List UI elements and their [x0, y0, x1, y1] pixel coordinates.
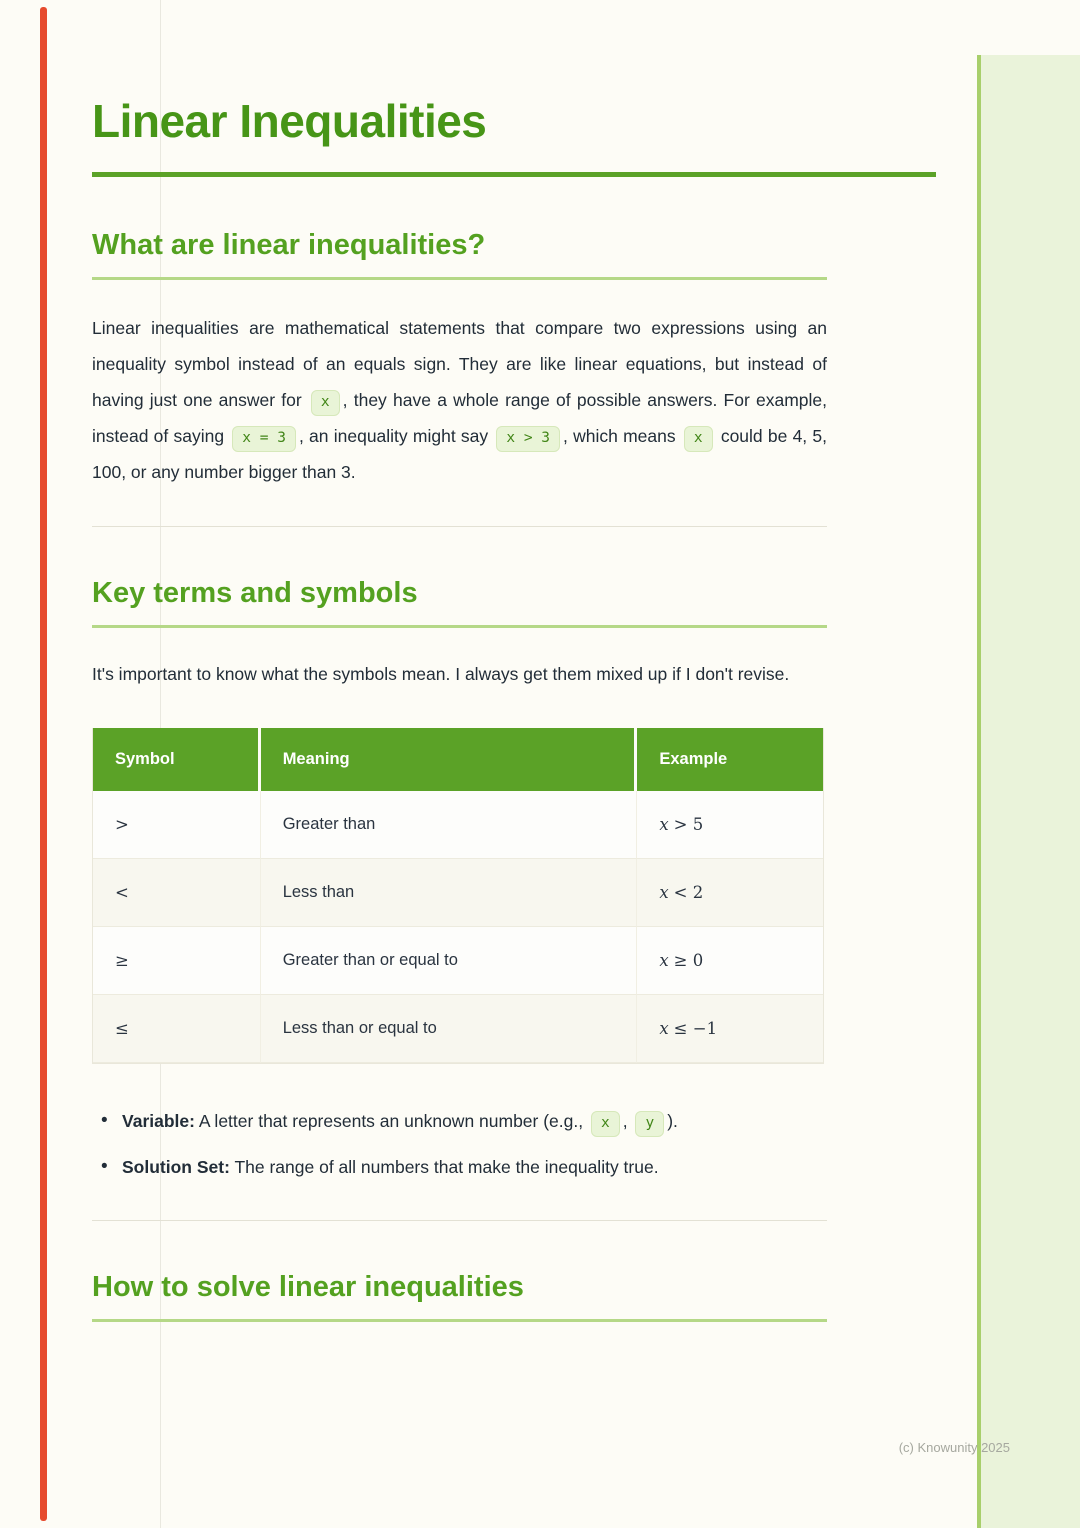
title-underline-rule [92, 172, 936, 177]
cell-symbol: ≤ [93, 995, 261, 1063]
paragraph-text: , they have a whole range of possible answers. For example, instead of saying [92, 390, 827, 446]
math-expression: ≤ −1 [673, 1019, 718, 1038]
math-expression: > 5 [673, 815, 704, 834]
table-row [93, 927, 823, 995]
section-what-are-linear-inequalities [92, 227, 936, 490]
code-chip-x-greater-3: x > 3 [496, 426, 560, 452]
notebook-margin-stripe [40, 7, 47, 1521]
math-variable: x [659, 951, 669, 970]
cell-symbol: > [93, 791, 261, 859]
table-row [93, 791, 823, 859]
code-chip-x: x [311, 390, 340, 416]
section-divider [92, 526, 827, 527]
term-text: A letter that represents an unknown number (e.g., [194, 1111, 588, 1131]
list-item-solution-set [92, 1150, 852, 1184]
column-header-symbol: Symbol [93, 728, 261, 791]
footer-copyright: (c) Knowunity 2025 [898, 1440, 1010, 1455]
code-chip-y: y [635, 1111, 664, 1137]
term-separator: , [622, 1111, 633, 1131]
page-title: Linear Inequalities [92, 95, 487, 147]
cell-example [637, 791, 823, 859]
cell-meaning: Less than [261, 859, 638, 927]
cell-example [637, 859, 823, 927]
section-key-terms [92, 575, 936, 1184]
paragraph-text: , an inequality might say [298, 426, 494, 446]
math-expression: ≥ 0 [673, 951, 704, 970]
key-terms-paragraph: It's important to know what the symbols mean. I always get them mixed up if I don't revise. [92, 664, 790, 684]
term-label: Solution Set: [122, 1157, 230, 1177]
table-row [93, 995, 823, 1063]
page-content [92, 0, 936, 1322]
paragraph-text: could be 4, 5, 100, or any number bigger than 3. [92, 426, 827, 482]
section-how-to-solve [92, 1269, 936, 1322]
code-chip-x3: x [591, 1111, 620, 1137]
code-chip-x-equals-3: x = 3 [232, 426, 296, 452]
paragraph-text: , which means [563, 426, 681, 446]
section-divider [92, 1220, 827, 1221]
table-row [93, 859, 823, 927]
intro-paragraph [92, 310, 827, 490]
cell-meaning: Less than or equal to [261, 995, 638, 1063]
paragraph-text: Linear inequalities are mathematical statements that compare two expressions using an inequality symbol instead of an equals sign. They are like linear equations, but instead of having just one answer for [92, 318, 827, 410]
list-item-variable [92, 1104, 852, 1138]
term-label: Variable: [122, 1111, 195, 1131]
cell-meaning: Greater than or equal to [261, 927, 638, 995]
math-expression: < 2 [673, 883, 704, 902]
section-rule [92, 1319, 827, 1322]
cell-example [637, 927, 823, 995]
section-heading-how-to-solve: How to solve linear inequalities [92, 1271, 524, 1303]
column-header-meaning: Meaning [261, 728, 638, 791]
column-header-example: Example [637, 728, 823, 791]
term-text: ). [667, 1111, 678, 1131]
cell-example [637, 995, 823, 1063]
code-chip-x2: x [684, 426, 713, 452]
symbols-table [92, 728, 824, 1064]
section-rule [92, 625, 827, 628]
cell-symbol: ≥ [93, 927, 261, 995]
table-header [93, 728, 823, 791]
right-green-band [977, 55, 1080, 1528]
math-variable: x [659, 1019, 669, 1038]
cell-symbol: < [93, 859, 261, 927]
section-heading-what: What are linear inequalities? [92, 229, 486, 261]
section-heading-key-terms: Key terms and symbols [92, 577, 418, 609]
math-variable: x [659, 883, 669, 902]
term-text: The range of all numbers that make the inequality true. [229, 1157, 659, 1177]
section-rule [92, 277, 827, 280]
cell-meaning: Greater than [261, 791, 638, 859]
math-variable: x [659, 815, 669, 834]
definitions-list [92, 1104, 852, 1184]
